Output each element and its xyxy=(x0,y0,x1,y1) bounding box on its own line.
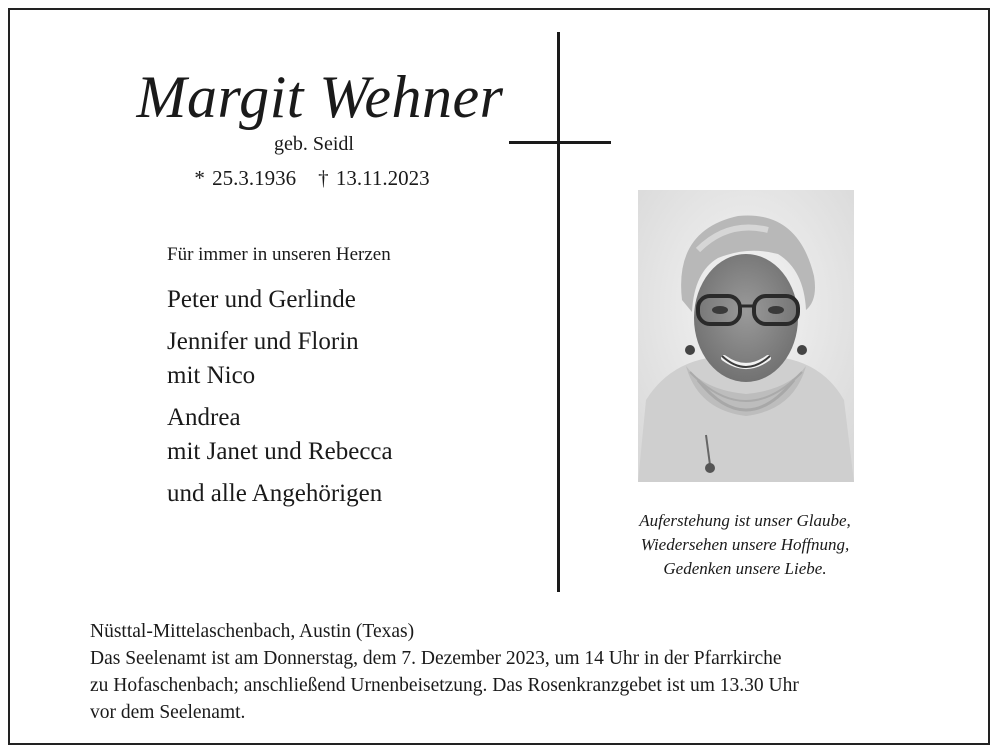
deceased-name: Margit Wehner xyxy=(136,64,504,130)
mourner-group xyxy=(167,401,393,469)
service-details xyxy=(90,618,799,726)
death-date: † 13.11.2023 xyxy=(318,166,430,190)
cross-bar xyxy=(509,141,611,144)
quote-line: Auferstehung ist unser Glaube, xyxy=(639,511,851,530)
quote-line: Gedenken unsere Liebe. xyxy=(663,559,827,578)
mourner-group xyxy=(167,477,393,511)
service-line: zu Hofaschenbach; anschließend Urnenbeisetzung. Das Rosenkranzgebet ist um 13.30 Uhr xyxy=(90,675,799,696)
cross-icon xyxy=(557,32,560,592)
mourner-group xyxy=(167,283,393,317)
birth-date: * 25.3.1936 xyxy=(194,166,297,190)
mourner-line: mit Nico xyxy=(167,362,256,389)
life-dates xyxy=(0,166,624,191)
location-line: Nüsttal-Mittelaschenbach, Austin (Texas) xyxy=(90,621,415,642)
portrait-icon xyxy=(638,190,854,482)
memorial-quote xyxy=(600,509,890,581)
portrait-photo xyxy=(638,190,854,482)
mourner-line: und alle Angehörigen xyxy=(167,480,383,507)
service-line: Das Seelenamt ist am Donnerstag, dem 7. Dezember 2023, um 14 Uhr in der Pfarrkirche xyxy=(90,648,782,669)
mourner-line: Jennifer und Florin xyxy=(167,328,359,355)
mourner-group xyxy=(167,325,393,393)
mourners-block xyxy=(167,243,393,519)
mourner-line: Andrea xyxy=(167,404,241,431)
quote-line: Wiedersehen unsere Hoffnung, xyxy=(640,535,850,554)
mourners-intro: Für immer in unseren Herzen xyxy=(167,244,391,265)
maiden-name: geb. Seidl xyxy=(274,133,354,155)
mourner-line: Peter und Gerlinde xyxy=(167,286,356,313)
mourner-line: mit Janet und Rebecca xyxy=(167,438,393,465)
service-line: vor dem Seelenamt. xyxy=(90,702,246,723)
